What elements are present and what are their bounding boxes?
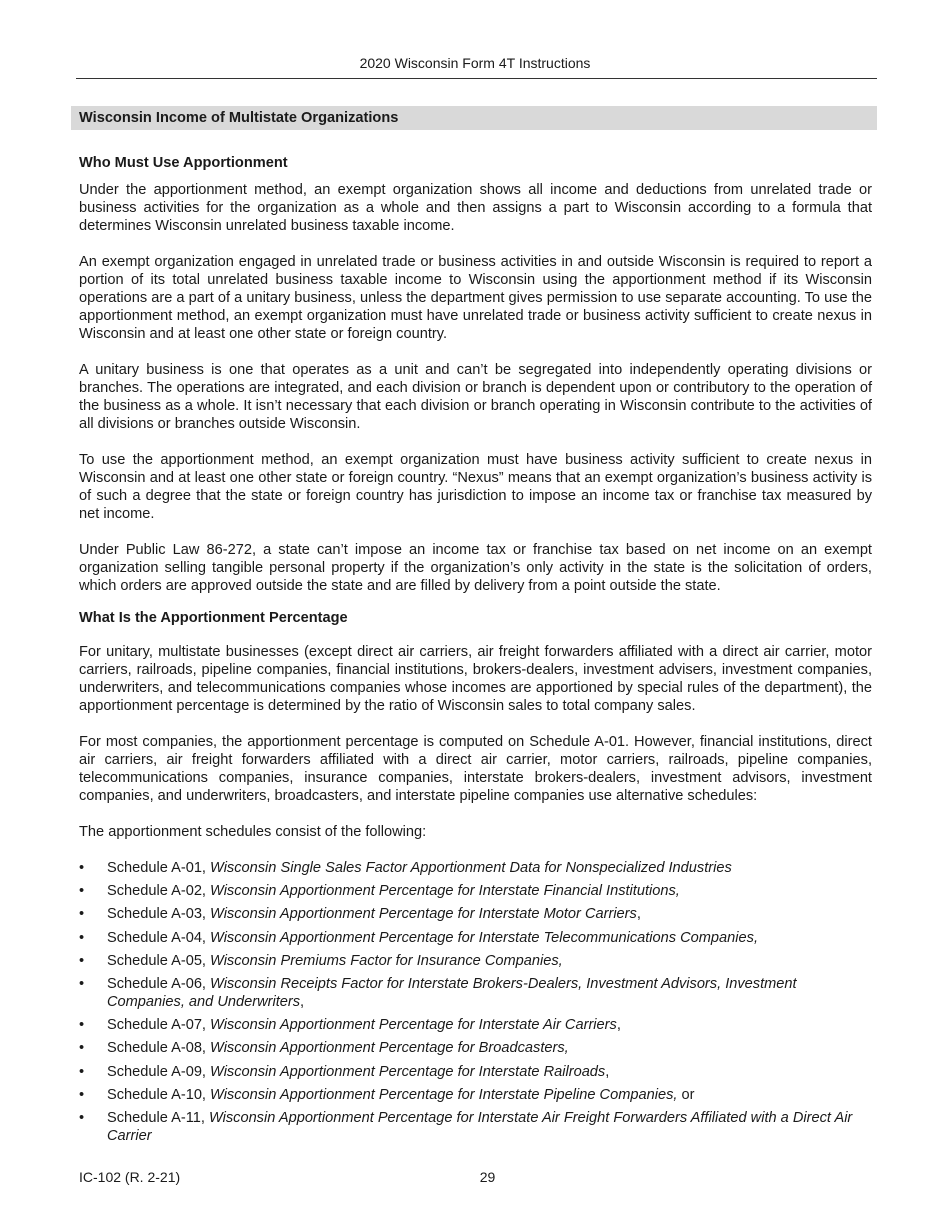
header-divider: [76, 78, 877, 79]
form-id: IC-102 (R. 2-21): [79, 1169, 181, 1185]
schedule-name: Schedule A-05,: [107, 952, 211, 969]
schedule-name: Schedule A-04,: [107, 929, 211, 946]
schedule-name: Schedule A-06,: [107, 975, 211, 992]
paragraph: An exempt organization engaged in unrelated trade or business activities in and outside Wisconsin is required to report a portion of its total unrelated business taxable income to Wisconsin using the apportionment method if its Wisconsin operations are a part of a unitary business, unless the department gives permission to use separate accounting. To use the apportionment method, an exempt organization must have unrelated trade or business activity sufficient to create nexus in Wisconsin and at least one other state or foreign country.: [79, 254, 872, 342]
schedule-list-item: [79, 1016, 872, 1034]
schedule-suffix: ,: [300, 993, 305, 1010]
schedule-suffix: ,: [616, 1017, 621, 1034]
schedule-name: Schedule A-09,: [107, 1063, 211, 1080]
schedule-suffix: ,: [605, 1063, 610, 1080]
main-content: [79, 154, 872, 1150]
paragraph: Under the apportionment method, an exempt organization shows all income and deductions from unrelated trade or business activities for the organization as a whole and then assigns a part to Wisconsin according to a formula that determines Wisconsin unrelated business taxable income.: [79, 182, 872, 234]
page-number: 29: [479, 1169, 496, 1185]
schedule-list-item: [79, 859, 872, 877]
schedule-name: Schedule A-08,: [107, 1040, 211, 1057]
schedule-list-item: [79, 952, 872, 970]
schedule-title: Wisconsin Single Sales Factor Apportionment Data for Nonspecialized Industries: [210, 860, 732, 876]
schedule-title: Wisconsin Apportionment Percentage for Interstate Financial Institutions,: [210, 883, 680, 900]
bullet-icon: •: [79, 1109, 85, 1126]
schedule-name: Schedule A-10,: [107, 1086, 211, 1103]
bullet-icon: •: [79, 975, 85, 992]
schedule-list-item: [79, 1086, 872, 1104]
bullet-icon: •: [79, 906, 85, 923]
schedule-title: Wisconsin Receipts Factor for Interstate Brokers-Dealers, Investment Advisors, Investment Companies, and Underwriters: [107, 975, 797, 1010]
schedule-name: Schedule A-03,: [107, 906, 211, 923]
schedule-name: Schedule A-07,: [107, 1017, 211, 1034]
schedule-list: [79, 859, 872, 1145]
paragraph: Under Public Law 86-272, a state can’t impose an income tax or franchise tax based on net income on an exempt organization selling tangible personal property if the organization’s only activity in the state is the solicitation of orders, which orders are approved outside the state and are filled by delivery from a point outside the state.: [79, 542, 872, 594]
paragraph: The apportionment schedules consist of the following:: [79, 824, 427, 840]
schedule-list-item: [79, 929, 872, 947]
schedule-list-item: [79, 1063, 872, 1081]
schedule-title: Wisconsin Apportionment Percentage for Interstate Pipeline Companies,: [210, 1086, 678, 1103]
schedule-list-item: [79, 1109, 872, 1145]
bullet-icon: •: [79, 1040, 85, 1057]
paragraph: A unitary business is one that operates as a unit and can’t be segregated into independently operating divisions or branches. The operations are integrated, and each division or branch is dependent upon or contributory to the operation of the business as a whole. It isn’t necessary that each division or branch operating in Wisconsin contribute to the activities of all divisions or branches outside Wisconsin.: [79, 362, 872, 432]
heading-what-is-percentage: What Is the Apportionment Percentage: [79, 610, 348, 626]
bullet-icon: •: [79, 883, 85, 900]
bullet-icon: •: [79, 1086, 85, 1103]
schedule-title: Wisconsin Apportionment Percentage for Interstate Air Freight Forwarders Affiliated with a Direct Air Carrier: [107, 1109, 853, 1144]
section-title: Wisconsin Income of Multistate Organizations: [79, 110, 399, 126]
schedule-name: Schedule A-11,: [107, 1109, 209, 1126]
schedule-list-item: [79, 905, 872, 923]
page-header-title: 2020 Wisconsin Form 4T Instructions: [359, 55, 591, 71]
paragraph: For most companies, the apportionment percentage is computed on Schedule A-01. However, financial institutions, direct air carriers, air freight forwarders affiliated with a direct air carrier, motor carriers, railroads, pipeline companies, telecommunications companies, insurance companies, interstate brokers-dealers, investment advisors, investment companies, and underwriters, broadcasters, and interstate pipeline companies use alternative schedules:: [79, 734, 872, 804]
schedule-suffix: ,: [636, 906, 641, 923]
paragraph: For unitary, multistate businesses (except direct air carriers, air freight forwarders affiliated with a direct air carrier, motor carriers, railroads, pipeline companies, financial institutions, brokers-dealers, investment advisers, investment companies, underwriters, and telecommunications companies whose incomes are apportioned by special rules of the department), the apportionment percentage is determined by the ratio of Wisconsin sales to total company sales.: [79, 644, 872, 714]
schedule-title: Wisconsin Premiums Factor for Insurance Companies,: [210, 952, 563, 969]
schedule-title: Wisconsin Apportionment Percentage for Interstate Railroads: [210, 1063, 606, 1080]
schedule-title: Wisconsin Apportionment Percentage for Interstate Motor Carriers: [210, 906, 637, 923]
schedule-title: Wisconsin Apportionment Percentage for Broadcasters,: [210, 1040, 569, 1057]
bullet-icon: •: [79, 929, 85, 946]
schedule-list-item: [79, 1039, 872, 1057]
bullet-icon: •: [79, 860, 85, 876]
schedule-list-item: [79, 975, 872, 1011]
schedule-name: Schedule A-01,: [107, 860, 211, 876]
section-heading-band: [71, 106, 877, 130]
schedule-name: Schedule A-02,: [107, 883, 211, 900]
schedule-title: Wisconsin Apportionment Percentage for Interstate Telecommunications Companies,: [210, 929, 758, 946]
paragraph: To use the apportionment method, an exempt organization must have business activity sufficient to create nexus in Wisconsin and at least one other state or foreign country. “Nexus” means that an exempt organization’s business activity is of such a degree that the state or foreign country has jurisdiction to impose an income tax or franchise tax measured by net income.: [79, 452, 872, 522]
bullet-icon: •: [79, 952, 85, 969]
schedule-list-item: [79, 882, 872, 900]
schedule-suffix: or: [677, 1086, 695, 1103]
heading-who-must-use: Who Must Use Apportionment: [79, 155, 288, 171]
schedule-title: Wisconsin Apportionment Percentage for Interstate Air Carriers: [210, 1017, 617, 1034]
bullet-icon: •: [79, 1063, 85, 1080]
bullet-icon: •: [79, 1017, 85, 1034]
